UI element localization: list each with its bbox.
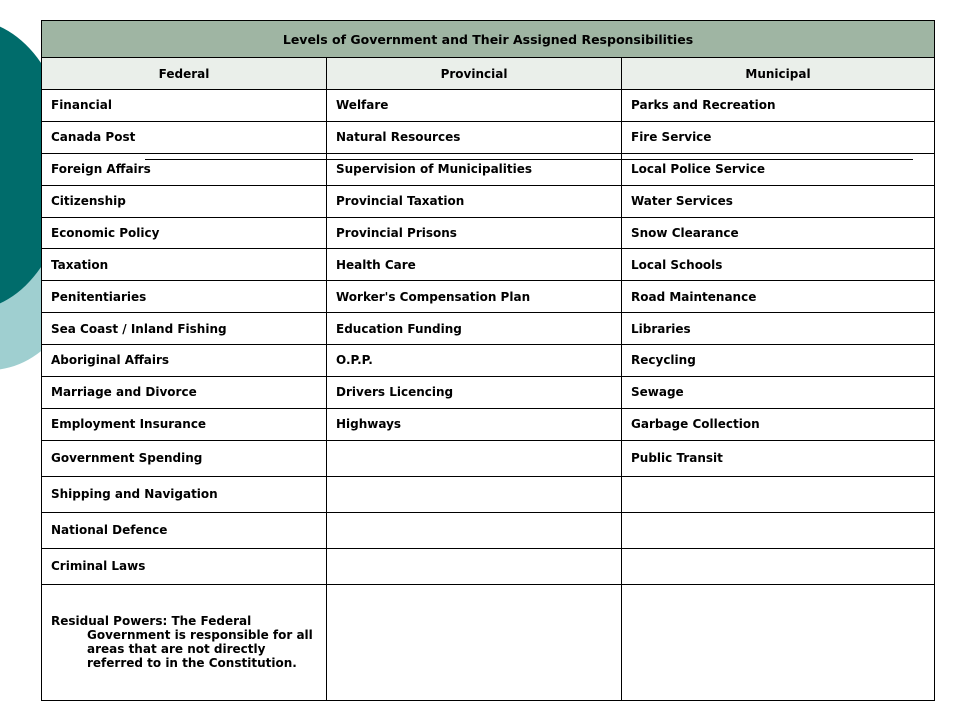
cell-municipal: Parks and Recreation (622, 90, 935, 122)
table-row (42, 217, 935, 249)
table-row (42, 345, 935, 377)
cell-provincial (327, 548, 622, 584)
cell-provincial: Provincial Taxation (327, 185, 622, 217)
table-row (42, 476, 935, 512)
table-row (42, 408, 935, 440)
table-row (42, 548, 935, 584)
cell-municipal (622, 584, 935, 700)
cell-federal: Criminal Laws (42, 548, 327, 584)
cell-municipal (622, 512, 935, 548)
table-row (42, 90, 935, 122)
cell-municipal: Garbage Collection (622, 408, 935, 440)
column-header-municipal: Municipal (622, 58, 935, 90)
cell-federal: Taxation (42, 249, 327, 281)
cell-federal: Economic Policy (42, 217, 327, 249)
cell-federal: Aboriginal Affairs (42, 345, 327, 377)
cell-municipal: Local Schools (622, 249, 935, 281)
table-row (42, 584, 935, 700)
cell-federal: Canada Post (42, 121, 327, 153)
cell-provincial (327, 476, 622, 512)
table-header-row (42, 58, 935, 90)
table-row (42, 512, 935, 548)
table-row (42, 249, 935, 281)
column-header-federal: Federal (42, 58, 327, 90)
table-row (42, 440, 935, 476)
table-row (42, 313, 935, 345)
cell-provincial: Drivers Licencing (327, 376, 622, 408)
table-title: Levels of Government and Their Assigned Responsibilities (42, 21, 935, 58)
table-title-row (42, 21, 935, 58)
government-responsibilities-table (41, 20, 935, 701)
cell-municipal (622, 548, 935, 584)
table-body (42, 90, 935, 701)
cell-federal: Sea Coast / Inland Fishing (42, 313, 327, 345)
cell-municipal: Fire Service (622, 121, 935, 153)
cell-provincial: Supervision of Municipalities (327, 153, 622, 185)
table-row (42, 281, 935, 313)
residual-powers-text: Residual Powers: The Federal Government is responsible for all areas that are not directly referred to in the Constitution. (51, 614, 313, 671)
table-row (42, 376, 935, 408)
cell-provincial: Highways (327, 408, 622, 440)
cell-provincial: Worker's Compensation Plan (327, 281, 622, 313)
cell-federal: Penitentiaries (42, 281, 327, 313)
table-row (42, 121, 935, 153)
cell-municipal: Recycling (622, 345, 935, 377)
cell-municipal: Road Maintenance (622, 281, 935, 313)
cell-federal (42, 584, 327, 700)
cell-federal: Government Spending (42, 440, 327, 476)
cell-provincial: Education Funding (327, 313, 622, 345)
cell-federal: National Defence (42, 512, 327, 548)
cell-federal: Employment Insurance (42, 408, 327, 440)
cell-provincial: Provincial Prisons (327, 217, 622, 249)
cell-provincial (327, 584, 622, 700)
cell-federal: Citizenship (42, 185, 327, 217)
cell-municipal: Local Police Service (622, 153, 935, 185)
cell-municipal (622, 476, 935, 512)
stray-horizontal-line (145, 159, 913, 160)
cell-federal: Foreign Affairs (42, 153, 327, 185)
cell-provincial: Welfare (327, 90, 622, 122)
cell-municipal: Libraries (622, 313, 935, 345)
cell-federal: Shipping and Navigation (42, 476, 327, 512)
column-header-provincial: Provincial (327, 58, 622, 90)
cell-municipal: Sewage (622, 376, 935, 408)
cell-federal: Marriage and Divorce (42, 376, 327, 408)
cell-provincial (327, 512, 622, 548)
cell-municipal: Public Transit (622, 440, 935, 476)
cell-federal: Financial (42, 90, 327, 122)
cell-provincial: Health Care (327, 249, 622, 281)
cell-municipal: Water Services (622, 185, 935, 217)
table-row (42, 185, 935, 217)
cell-provincial: Natural Resources (327, 121, 622, 153)
cell-provincial: O.P.P. (327, 345, 622, 377)
cell-municipal: Snow Clearance (622, 217, 935, 249)
cell-provincial (327, 440, 622, 476)
